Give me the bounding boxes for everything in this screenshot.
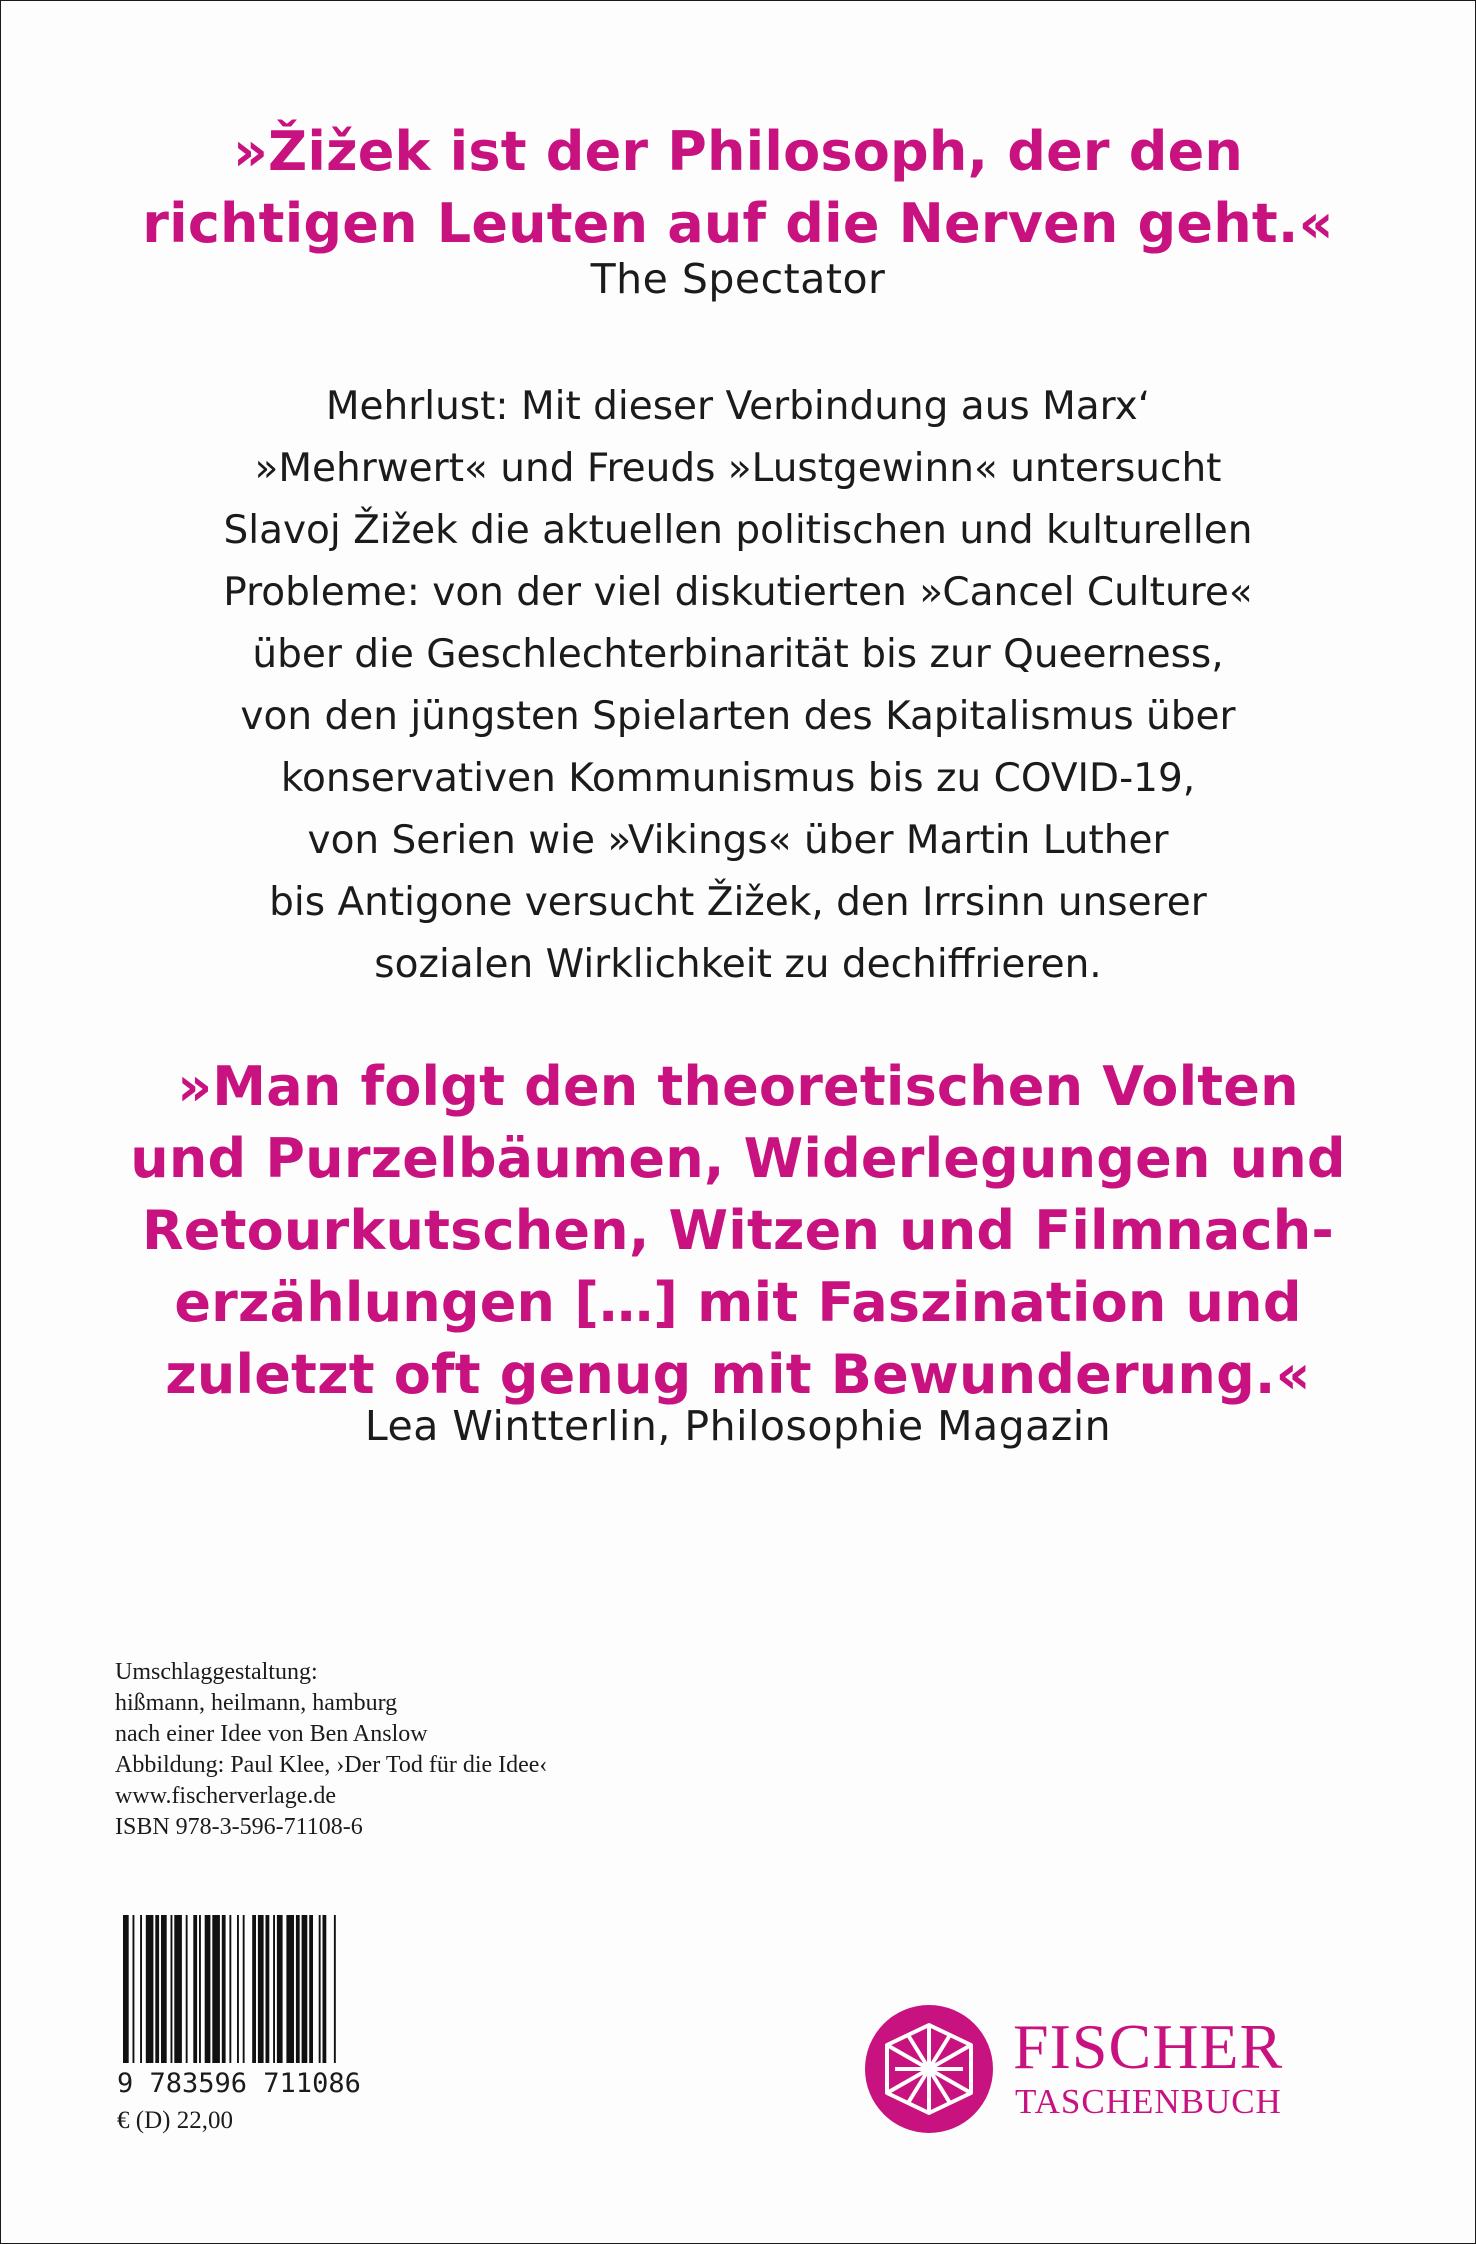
blurb-line: sozialen Wirklichkeit zu dechiffrieren.	[374, 942, 1102, 987]
price: € (D) 22,00	[117, 2107, 233, 2134]
barcode-bar	[133, 1915, 135, 2063]
publisher-logo	[863, 2005, 1393, 2135]
barcode-bar	[334, 1915, 336, 2063]
quote-line: Retourkutschen, Witzen und Filmnach-	[142, 1199, 1334, 1262]
barcode-bar	[174, 1915, 182, 2063]
barcode-bar	[171, 1915, 173, 2063]
quote-line: richtigen Leuten auf die Nerven geht.«	[142, 192, 1334, 255]
barcode-bar	[199, 1915, 201, 2063]
quote-line: und Purzelbäumen, Widerlegungen und	[130, 1127, 1346, 1190]
credit-line: Abbildung: Paul Klee, ›Der Tod für die Idee‹	[115, 1752, 548, 1778]
quote-line: »Man folgt den theoretischen Volten	[177, 1055, 1299, 1118]
barcode-bar	[286, 1915, 294, 2063]
barcode-bar	[296, 1915, 300, 2063]
blurb-line: Mehrlust: Mit dieser Verbindung aus Marx‘	[325, 384, 1151, 429]
barcode-bar	[212, 1915, 220, 2063]
blurb-line: Probleme: von der viel diskutierten »Cancel Culture«	[223, 570, 1253, 615]
barcode-bar	[302, 1915, 308, 2063]
blurb-text	[61, 376, 1415, 996]
blurb-line: »Mehrwert« und Freuds »Lustgewinn« untersucht	[254, 446, 1222, 491]
blurb-line: Slavoj Žižek die aktuellen politischen und kulturellen	[223, 508, 1253, 553]
quote-line: zuletzt oft genug mit Bewunderung.«	[165, 1343, 1311, 1406]
barcode-bar	[186, 1915, 188, 2063]
barcode-bar	[140, 1915, 142, 2063]
barcode-bar	[123, 1915, 129, 2063]
blurb-line: von den jüngsten Spielarten des Kapitalismus über	[240, 694, 1236, 739]
barcode-bar	[266, 1915, 270, 2063]
barcode-bar	[252, 1915, 256, 2063]
barcode-bar	[243, 1915, 245, 2063]
barcode-bar	[155, 1915, 159, 2063]
quote-source: Lea Wintterlin, Philosophie Magazin	[364, 1402, 1112, 1450]
fish-pattern-icon	[865, 2005, 993, 2133]
isbn: ISBN 978-3-596-71108-6	[115, 1814, 363, 1840]
barcode-digits: 9 783596 711086	[117, 2068, 361, 2097]
barcode-bar	[161, 1915, 167, 2063]
barcode-bar	[273, 1915, 275, 2063]
quote-spectator	[61, 116, 1415, 260]
credit-line: hißmann, heilmann, hamburg	[115, 1690, 398, 1716]
barcode-bar	[237, 1915, 239, 2063]
publisher-imprint: TASCHENBUCH	[1015, 2082, 1282, 2121]
publisher-name: FISCHER	[1013, 2011, 1284, 2082]
quote-line: »Žižek ist der Philosoph, der den	[232, 120, 1244, 183]
blurb-line: über die Geschlechterbinarität bis zur Queerness,	[252, 632, 1224, 677]
credit-line: nach einer Idee von Ben Anslow	[115, 1721, 428, 1747]
credit-line: Umschlaggestaltung:	[115, 1659, 318, 1685]
barcode-bar	[309, 1915, 313, 2063]
barcode-bar	[277, 1915, 283, 2063]
cover-credits	[115, 1657, 547, 1843]
barcode-bar	[258, 1915, 264, 2063]
blurb-line: von Serien wie »Vikings« über Martin Luther	[307, 818, 1169, 863]
barcode-bar	[193, 1915, 197, 2063]
barcode-bar	[146, 1915, 154, 2063]
barcode-graphic	[117, 1915, 417, 2097]
barcode-bar	[222, 1915, 226, 2063]
publisher-website: www.fischerverlage.de	[115, 1783, 337, 1809]
quote-source: The Spectator	[590, 255, 886, 303]
isbn-barcode	[117, 1915, 417, 2097]
blurb-line: bis Antigone versucht Žižek, den Irrsinn unserer	[269, 880, 1207, 925]
quote-line: erzählungen […] mit Faszination und	[174, 1271, 1302, 1334]
blurb-line: konservativen Kommunismus bis zu COVID-19,	[280, 756, 1196, 801]
barcode-bar	[319, 1915, 321, 2063]
barcode-bar	[323, 1915, 327, 2063]
quote-philosophie-magazin	[61, 1051, 1415, 1411]
barcode-bar	[205, 1915, 211, 2063]
barcode-bar	[229, 1915, 231, 2063]
